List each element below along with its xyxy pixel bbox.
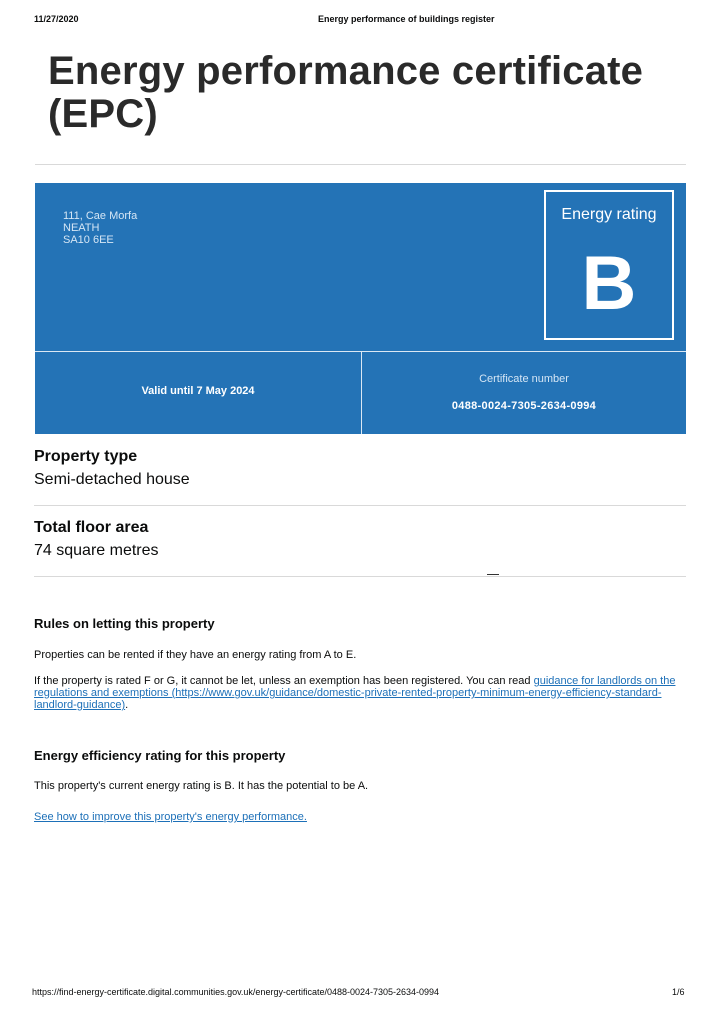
dash-mark	[487, 574, 499, 575]
print-header-title: Energy performance of buildings register	[318, 14, 495, 24]
letting-exemption-text	[34, 675, 686, 711]
letting-exemption-prefix: If the property is rated F or G, it cannot be let, unless an exemption has been registered. You can read	[34, 675, 534, 687]
address-line-3: SA10 6EE	[63, 234, 114, 246]
address-line-1: 111, Cae Morfa	[63, 210, 138, 222]
panel-divider-vertical	[361, 351, 362, 434]
energy-rating-label: Energy rating	[561, 206, 657, 223]
floor-area-heading: Total floor area	[34, 519, 149, 536]
property-type-value: Semi-detached house	[34, 471, 190, 488]
divider	[34, 576, 686, 577]
print-footer-page-number: 1/6	[672, 987, 685, 997]
efficiency-text: This property's current energy rating is B. It has the potential to be A.	[34, 780, 369, 792]
valid-until: Valid until 7 May 2024	[141, 385, 255, 397]
energy-rating-box	[544, 190, 674, 340]
efficiency-heading: Energy efficiency rating for this property	[34, 748, 286, 763]
page-title	[48, 50, 643, 136]
certificate-number-label: Certificate number	[479, 373, 569, 385]
print-footer-url: https://find-energy-certificate.digital.communities.gov.uk/energy-certificate/0488-0024-7305-2634-0994	[32, 987, 440, 997]
page-title-line-1: Energy performance certificate	[48, 49, 644, 93]
landlord-guidance-link[interactable]: guidance for landlords on the regulations and exemptions (https://www.gov.uk/guidance/domestic-private-rented-property-minimum-energy-efficiency-standard-landlord-guidance)	[34, 675, 676, 711]
page-title-line-2: (EPC)	[48, 92, 158, 136]
floor-area-value: 74 square metres	[34, 542, 159, 559]
divider	[35, 164, 686, 165]
certificate-summary-panel	[35, 183, 686, 434]
print-header-date: 11/27/2020	[34, 14, 79, 24]
letting-rules-text: Properties can be rented if they have an energy rating from A to E.	[34, 649, 357, 661]
letting-rules-heading: Rules on letting this property	[34, 616, 215, 631]
divider	[34, 505, 686, 506]
improve-performance-link[interactable]: See how to improve this property's energy performance.	[34, 811, 307, 823]
letting-exemption-suffix: .	[125, 699, 129, 711]
certificate-number: 0488-0024-7305-2634-0994	[451, 400, 597, 412]
energy-rating-letter: B	[581, 241, 637, 326]
property-type-heading: Property type	[34, 448, 138, 465]
property-address	[63, 210, 137, 246]
address-line-2: NEATH	[63, 222, 100, 234]
